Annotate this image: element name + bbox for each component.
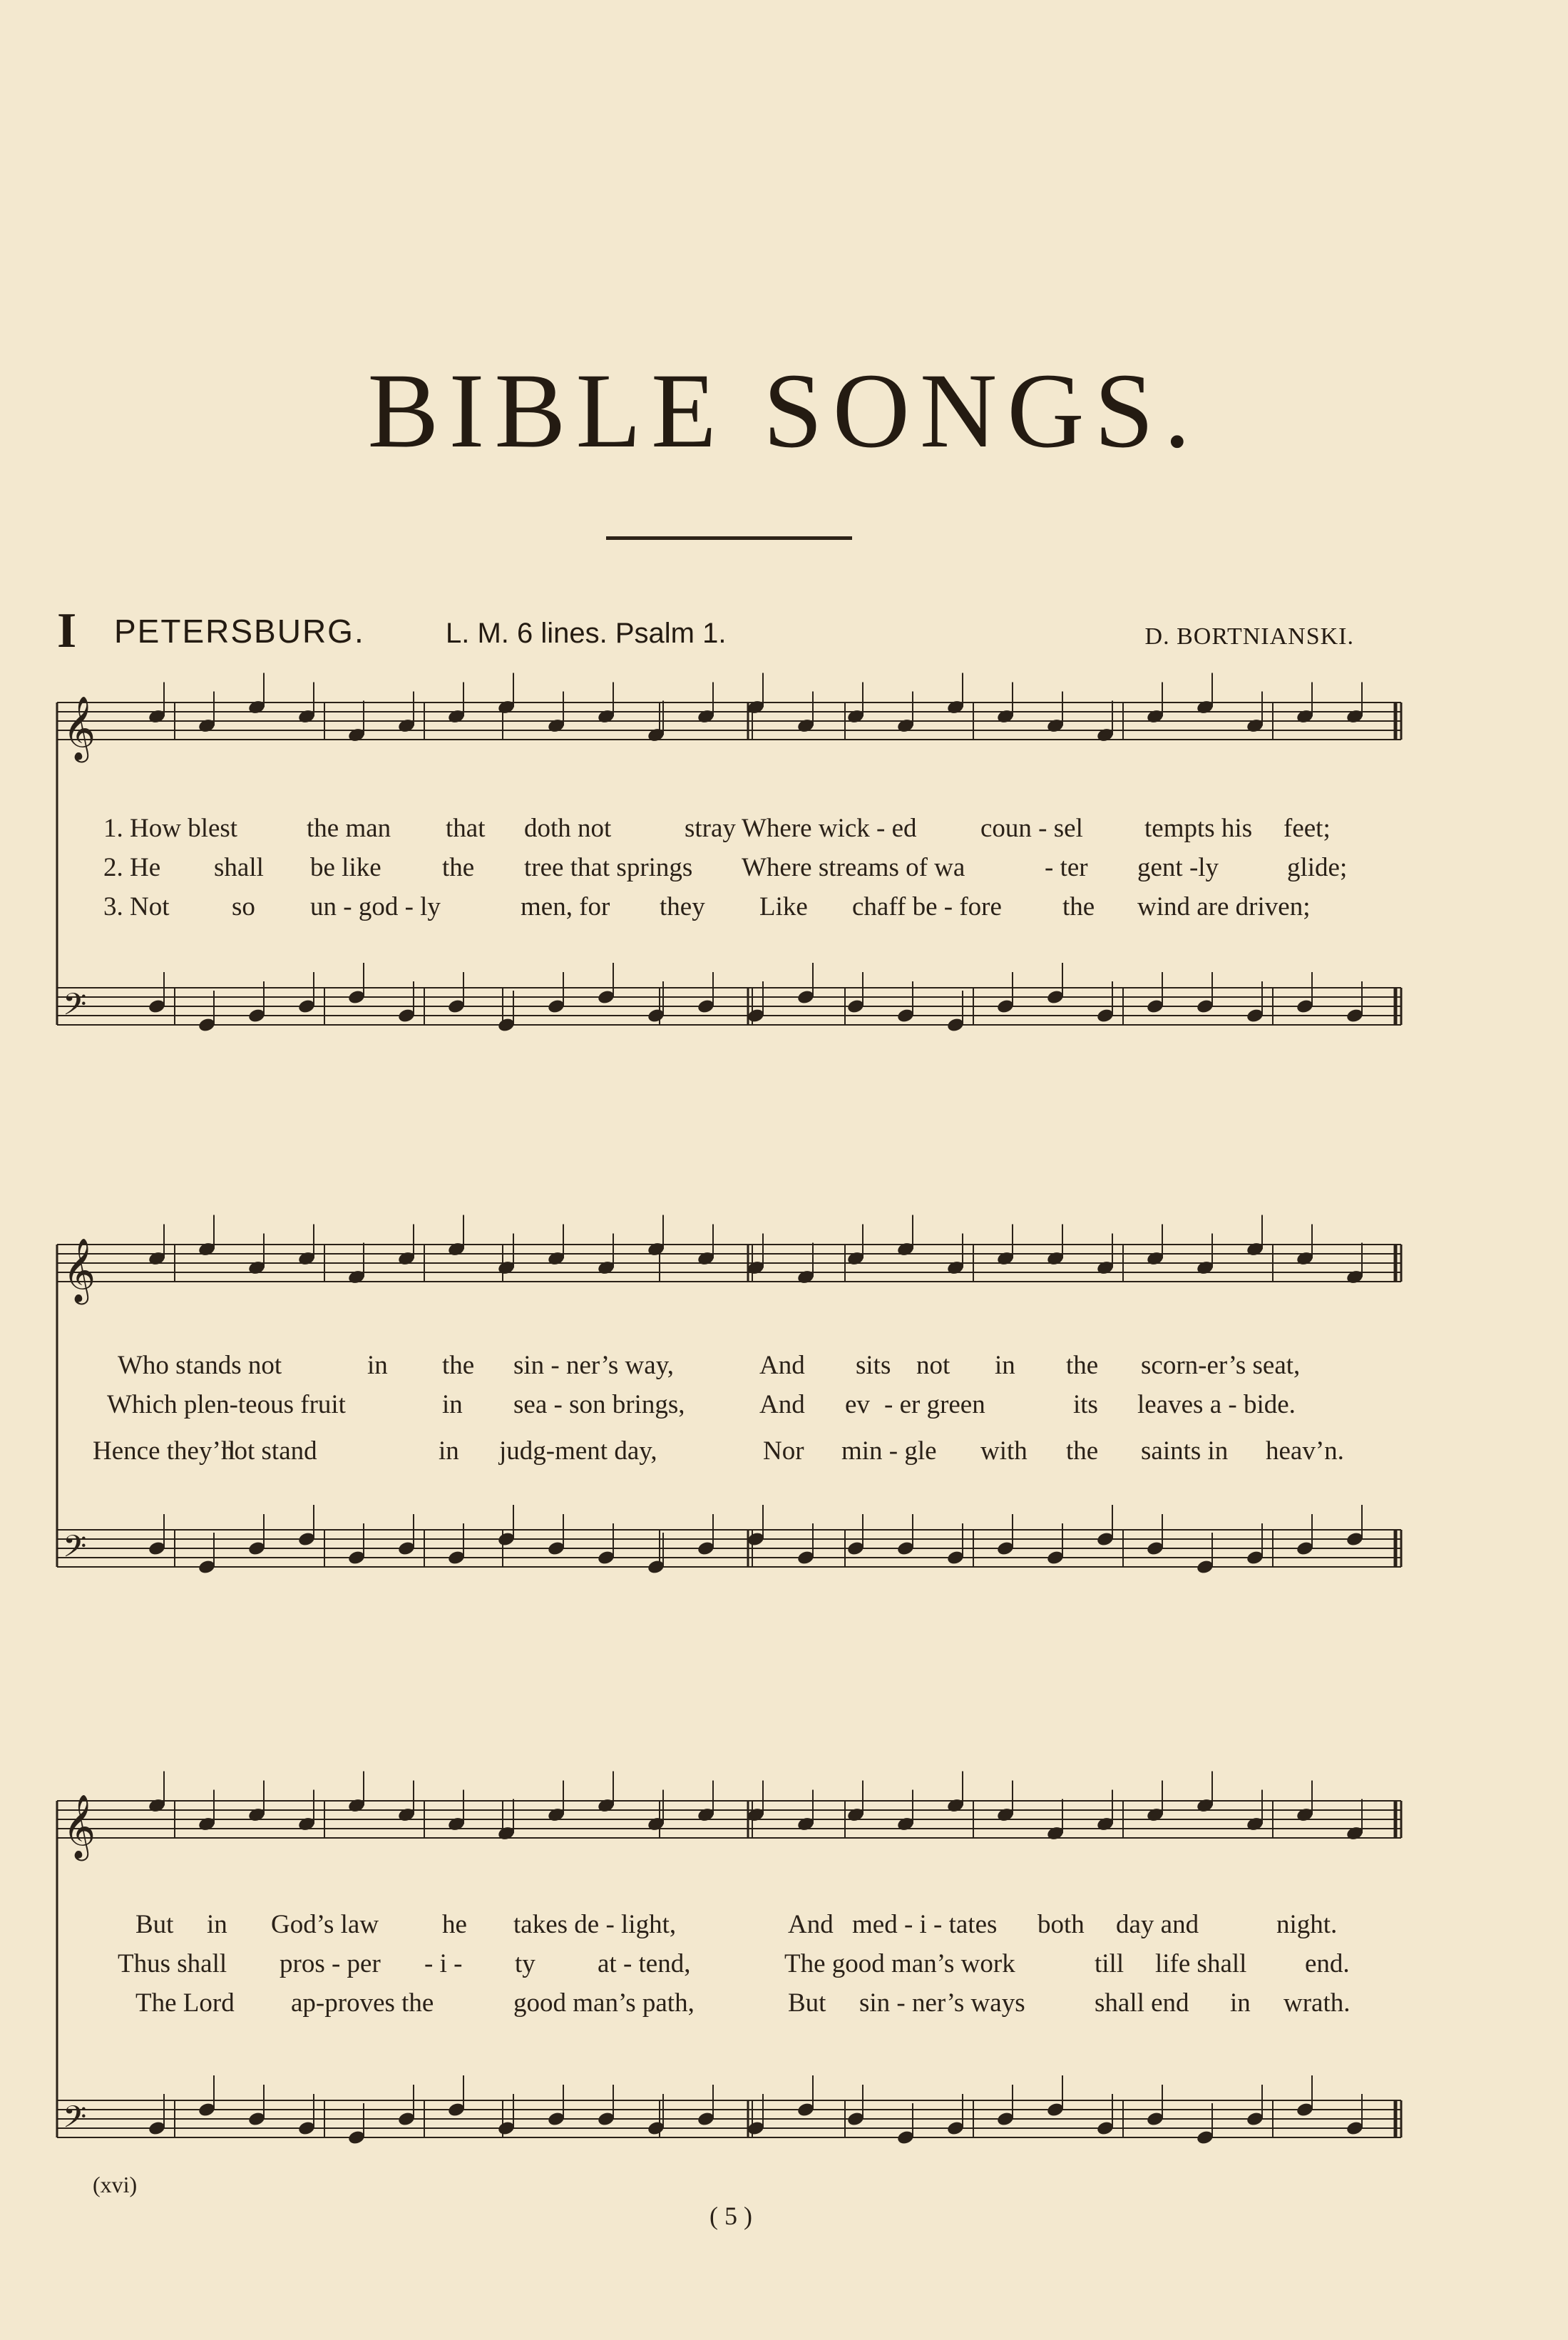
lyric-word: that — [446, 814, 486, 843]
lyric-word: wrath. — [1283, 1988, 1351, 2018]
lyric-word: tree that springs — [524, 853, 693, 882]
lyric-word: wind are driven; — [1137, 892, 1311, 921]
lyric-word: sea - son brings, — [513, 1390, 685, 1419]
lyric-word: God’s law — [271, 1910, 379, 1939]
lyric-word: Hence they’ll — [93, 1436, 236, 1466]
lyric-word: the — [1066, 1436, 1099, 1466]
treble-clef: 𝄞 — [63, 696, 96, 760]
lyric-word: ev — [845, 1390, 870, 1419]
lyric-word: so — [232, 892, 255, 921]
lyric-word: not stand — [221, 1436, 317, 1466]
page-title: BIBLE SONGS. — [367, 352, 1201, 470]
lyric-word: in — [367, 1351, 388, 1380]
lyric-word: sin - ner’s way, — [513, 1351, 675, 1380]
lyric-word: ap-proves the — [291, 1988, 434, 2018]
bass-clef: 𝄢 — [63, 987, 87, 1030]
lyric-word: Where streams of wa — [742, 853, 965, 882]
composer-name: D. BORTNIANSKI. — [1144, 623, 1354, 650]
bass-clef: 𝄢 — [63, 1529, 87, 1572]
lyric-word: sits — [856, 1351, 891, 1380]
lyric-word: Nor — [763, 1436, 804, 1466]
lyric-word: ty — [515, 1949, 536, 1978]
lyric-word: both — [1037, 1910, 1085, 1939]
lyric-word: glide; — [1287, 853, 1348, 882]
lyric-word: - er green — [884, 1390, 985, 1419]
lyric-word: The Lord — [135, 1988, 235, 2018]
lyric-word: coun - sel — [980, 814, 1083, 843]
lyric-word: shall end — [1095, 1988, 1189, 2018]
lyric-word: men, for — [521, 892, 610, 921]
lyric-word: not — [916, 1351, 950, 1380]
lyric-word: And — [788, 1910, 834, 1939]
lyric-word: Thus shall — [118, 1949, 227, 1978]
lyric-word: the man — [307, 814, 391, 843]
treble-clef: 𝄞 — [63, 1238, 96, 1302]
lyric-word: night. — [1276, 1910, 1338, 1939]
lyric-word: 3. Not — [103, 892, 170, 921]
lyric-word: they — [660, 892, 705, 921]
lyric-word: un - god - ly — [310, 892, 441, 921]
lyric-word: be like — [310, 853, 381, 882]
lyric-word: And — [759, 1351, 805, 1380]
lyric-word: end. — [1305, 1949, 1350, 1978]
lyric-word: leaves a - bide. — [1137, 1390, 1296, 1419]
lyric-word: in — [207, 1910, 227, 1939]
hymn-number: I — [57, 603, 77, 658]
lyric-word: pros - per — [280, 1949, 381, 1978]
lyric-word: The good man’s work — [784, 1949, 1015, 1978]
lyric-word: Where wick - ed — [742, 814, 917, 843]
lyric-word: its — [1073, 1390, 1098, 1419]
roman-page-number: (xvi) — [93, 2172, 138, 2197]
lyric-word: with — [980, 1436, 1028, 1466]
lyric-word: - ter — [1045, 853, 1088, 882]
hymn-meter: L. M. 6 lines. Psalm 1. — [446, 618, 727, 649]
lyric-word: min - gle — [841, 1436, 937, 1466]
lyric-word: But — [135, 1910, 174, 1939]
lyric-word: gent -ly — [1137, 853, 1219, 882]
lyric-word: the — [1062, 892, 1095, 921]
lyric-word: heav’n. — [1266, 1436, 1344, 1466]
lyric-word: in — [995, 1351, 1015, 1380]
lyric-word: day and — [1116, 1910, 1199, 1939]
lyric-word: tempts his — [1144, 814, 1253, 843]
bass-clef: 𝄢 — [63, 2100, 87, 2142]
lyric-word: the — [442, 853, 475, 882]
lyric-word: 2. He — [103, 853, 161, 882]
lyric-word: at - tend, — [598, 1949, 691, 1978]
page-number: ( 5 ) — [709, 2202, 752, 2230]
lyric-word: shall — [214, 853, 264, 882]
lyric-word: 1. How blest — [103, 814, 238, 843]
lyric-word: Like — [759, 892, 808, 921]
lyric-word: - i - — [424, 1949, 463, 1978]
lyric-word: Which plen-teous fruit — [107, 1390, 346, 1419]
lyric-word: life shall — [1155, 1949, 1247, 1978]
lyric-word: saints in — [1141, 1436, 1229, 1466]
lyric-word: the — [1066, 1351, 1099, 1380]
lyric-word: in — [442, 1390, 463, 1419]
lyric-word: takes de - light, — [513, 1910, 677, 1939]
lyric-word: But — [788, 1988, 826, 2018]
lyric-word: the — [442, 1351, 475, 1380]
lyric-word: he — [442, 1910, 467, 1939]
hymn-tune-name: PETERSBURG. — [114, 613, 365, 650]
treble-clef: 𝄞 — [63, 1794, 96, 1859]
lyric-word: judg-ment day, — [499, 1436, 657, 1466]
lyric-word: chaff be - fore — [852, 892, 1002, 921]
lyric-word: sin - ner’s ways — [859, 1988, 1025, 2018]
lyric-word: scorn-er’s seat, — [1141, 1351, 1301, 1380]
lyric-word: in — [1230, 1988, 1251, 2018]
lyric-word: in — [439, 1436, 459, 1466]
lyric-word: stray — [685, 814, 736, 843]
lyric-word: med - i - tates — [852, 1910, 998, 1939]
lyric-word: Who stands not — [118, 1351, 282, 1380]
lyric-word: feet; — [1283, 814, 1331, 843]
lyric-word: doth not — [524, 814, 612, 843]
lyric-word: good man’s path, — [513, 1988, 695, 2018]
lyric-word: till — [1095, 1949, 1124, 1978]
lyric-word: And — [759, 1390, 805, 1419]
